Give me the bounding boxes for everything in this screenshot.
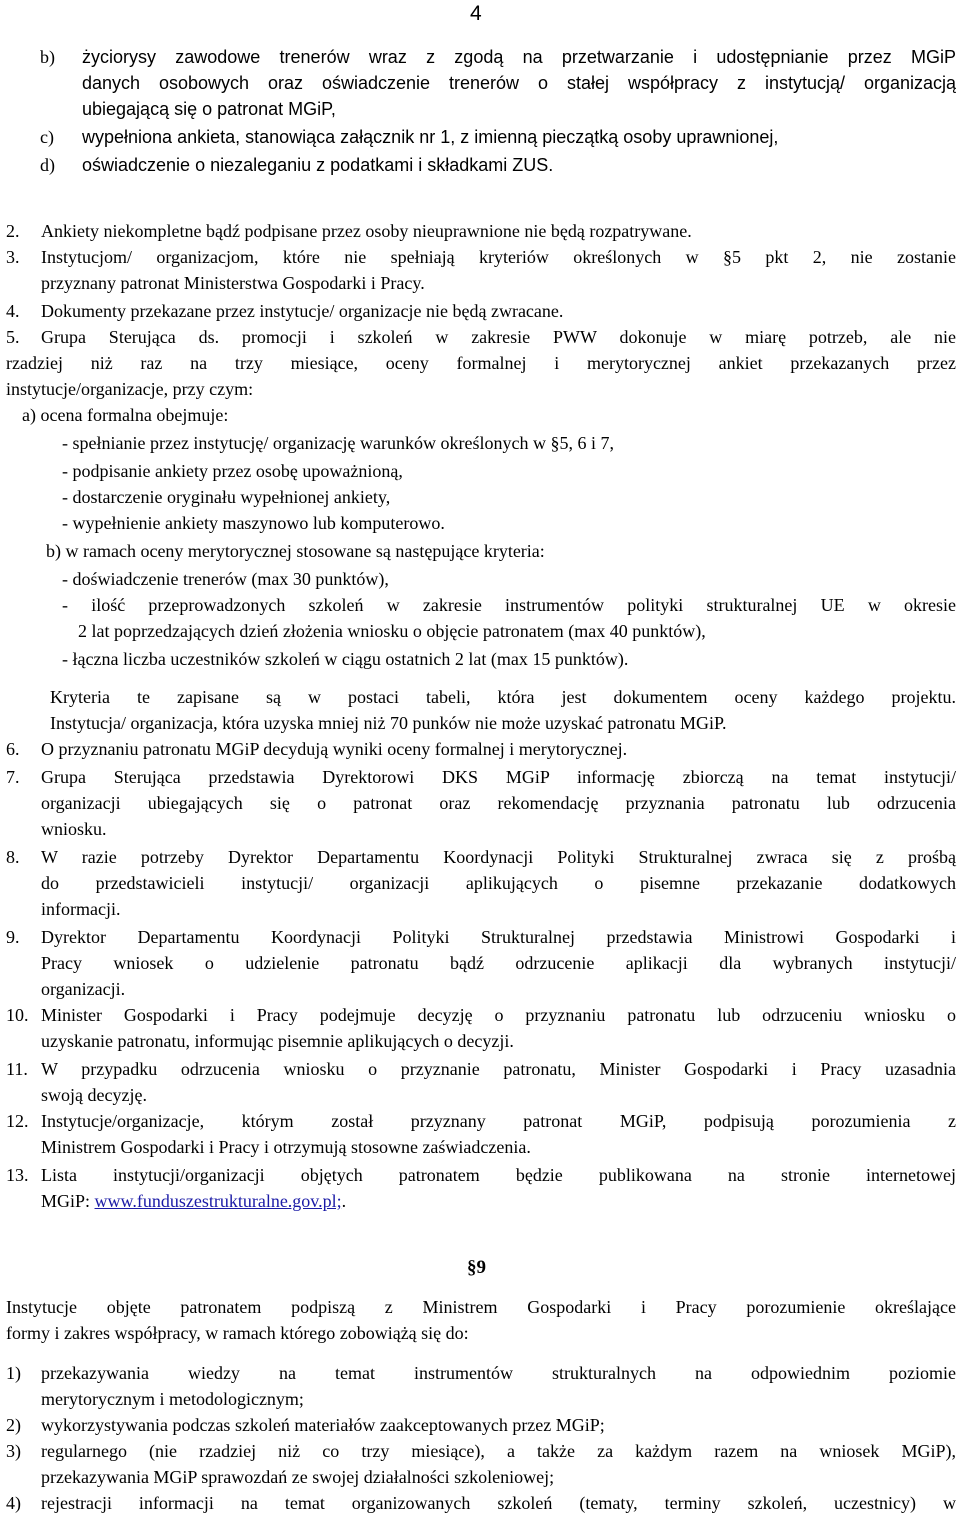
text-line: uzyskanie patronatu, informując pisemnie aplikujących o decyzji. — [41, 1031, 514, 1051]
item-number: 3) — [6, 1441, 21, 1461]
list-marker: d) — [40, 155, 55, 175]
list-item: - spełnianie przez instytucję/ organizację warunków określonych w §5, 6 i 7, — [62, 433, 614, 453]
subsection-title: a) ocena formalna obejmuje: — [22, 405, 229, 425]
point-number: 7. — [6, 767, 20, 787]
item-number: 1) — [6, 1363, 21, 1383]
text-line: W przypadku odrzucenia wniosku o przyznanie patronatu, Minister Gospodarki i Pracy uzasadnia — [41, 1059, 956, 1079]
text-line: Instytucjom/ organizacjom, które nie spełniają kryteriów określonych w §5 pkt 2, nie zostanie — [41, 247, 956, 267]
item-number: 4) — [6, 1493, 21, 1513]
text-line: przekazywania wiedzy na temat instrumentów strukturalnych na odpowiednim poziomie — [41, 1363, 956, 1383]
point-number: 4. — [6, 301, 20, 321]
text-line: Minister Gospodarki i Pracy podejmuje decyzję o przyznaniu patronatu lub odrzuceniu wniosku o — [41, 1005, 956, 1025]
text-line: Ankiety niekompletne bądź podpisane przez osoby nieuprawnione nie będą rozpatrywane. — [41, 221, 692, 241]
text-line: regularnego (nie rzadziej niż co trzy miesiące), a także za każdym razem na wniosek MGiP), — [41, 1441, 956, 1461]
list-marker: c) — [40, 127, 54, 147]
list-marker: b) — [40, 47, 55, 67]
point-number: 2. — [6, 221, 20, 241]
point-number: 11. — [6, 1059, 28, 1079]
text-line: wypełniona ankieta, stanowiąca załącznik nr 1, z imienną pieczątką osoby uprawnionej, — [82, 127, 779, 147]
point-number: 12. — [6, 1111, 29, 1131]
point-number: 9. — [6, 927, 20, 947]
text-line: rzadziej niż raz na trzy miesiące, oceny formalnej i merytorycznej ankiet przekazanych przez — [6, 353, 956, 373]
text-line: wniosku. — [41, 819, 107, 839]
text-line: merytorycznym i metodologicznym; — [41, 1389, 304, 1409]
text-line: danych osobowych oraz oświadczenie trenerów o stałej współpracy z instytucją/ organizacją — [82, 73, 956, 93]
text-line: Pracy wniosek o udzielenie patronatu bądź odrzucenie aplikacji dla wybranych instytucji/ — [41, 953, 956, 973]
text-line: życiorysy zawodowe trenerów wraz z zgodą na przetwarzanie i udostępnianie przez MGiP — [82, 47, 956, 67]
text-line: rejestracji informacji na temat organizowanych szkoleń (tematy, terminy szkoleń, uczestnicy) w — [41, 1493, 956, 1513]
list-item: - łączna liczba uczestników szkoleń w ciągu ostatnich 2 lat (max 15 punktów). — [62, 649, 629, 669]
text-line: Lista instytucji/organizacji objętych patronatem będzie publikowana na stronie internetowej — [41, 1165, 956, 1185]
text-line: W razie potrzeby Dyrektor Departamentu Koordynacji Polityki Strukturalnej zwraca się z prośbą — [41, 847, 956, 867]
text-line: Grupa Sterująca przedstawia Dyrektorowi DKS MGiP informację zbiorczą na temat instytucji/ — [41, 767, 956, 787]
point-number: 10. — [6, 1005, 29, 1025]
point-number: 3. — [6, 247, 20, 267]
point-number: 13. — [6, 1165, 29, 1185]
list-item: - wypełnienie ankiety maszynowo lub komputerowo. — [62, 513, 445, 533]
text-line: Kryteria te zapisane są w postaci tabeli, która jest dokumentem oceny każdego projektu. — [50, 687, 956, 707]
text-suffix: . — [341, 1191, 347, 1211]
text-line: organizacji. — [41, 979, 126, 999]
item-number: 2) — [6, 1415, 21, 1435]
list-item: - podpisanie ankiety przez osobę upoważnioną, — [62, 461, 403, 481]
text-line: O przyznaniu patronatu MGiP decydują wyniki oceny formalnej i merytorycznej. — [41, 739, 628, 759]
text-line: instytucje/organizacje, przy czym: — [6, 379, 254, 399]
text-line: Instytucje/organizacje, którym został przyznany patronat MGiP, podpisują porozumienia z — [41, 1111, 956, 1131]
text-line: do przedstawicieli instytucji/ organizacji aplikujących o pisemne przekazanie dodatkowych — [41, 873, 956, 893]
list-item: - ilość przeprowadzonych szkoleń w zakresie instrumentów polityki strukturalnej UE w okresie — [62, 595, 956, 615]
text-line: swoją decyzję. — [41, 1085, 147, 1105]
text-line: Ministrem Gospodarki i Pracy i otrzymują stosowne zaświadczenia. — [41, 1137, 531, 1157]
list-item: - dostarczenie oryginału wypełnionej ankiety, — [62, 487, 391, 507]
website-link[interactable]: www.funduszestrukturalne.gov.pl; — [94, 1191, 342, 1211]
point-number: 5. — [6, 327, 20, 347]
text-line: ubiegającą się o patronat MGiP, — [82, 99, 336, 119]
list-item: 2 lat poprzedzających dzień złożenia wniosku o objęcie patronatem (max 40 punktów), — [78, 621, 706, 641]
text-line: oświadczenie o niezaleganiu z podatkami i składkami ZUS. — [82, 155, 554, 175]
text-line — [41, 1188, 346, 1214]
page-number: 4 — [470, 2, 482, 25]
text-line: Instytucje objęte patronatem podpiszą z Ministrem Gospodarki i Pracy porozumienie określające — [6, 1297, 956, 1317]
text-line: przekazywania MGiP sprawozdań ze swojej działalności szkoleniowej; — [41, 1467, 555, 1487]
text-line: Instytucja/ organizacja, która uzyska mniej niż 70 punków nie może uzyskać patronatu MGiP. — [50, 713, 727, 733]
section-title: §9 — [467, 1257, 486, 1278]
text-line: wykorzystywania podczas szkoleń materiałów zaakceptowanych przez MGiP; — [41, 1415, 605, 1435]
text-line: Grupa Sterująca ds. promocji i szkoleń w zakresie PWW dokonuje w miarę potrzeb, ale nie — [41, 327, 956, 347]
point-number: 6. — [6, 739, 20, 759]
text-line: przyznany patronat Ministerstwa Gospodarki i Pracy. — [41, 273, 425, 293]
text-prefix: MGiP: — [41, 1191, 95, 1211]
text-line: Dyrektor Departamentu Koordynacji Polityki Strukturalnej przedstawia Ministrowi Gospodarki i — [41, 927, 956, 947]
text-line: formy i zakres współpracy, w ramach którego zobowiążą się do: — [6, 1323, 469, 1343]
text-line: informacji. — [41, 899, 121, 919]
text-line: Dokumenty przekazane przez instytucje/ organizacje nie będą zwracane. — [41, 301, 564, 321]
text-line: organizacji ubiegających się o patronat oraz rekomendację przyznania patronatu lub odrzucenia — [41, 793, 956, 813]
list-item: - doświadczenie trenerów (max 30 punktów), — [62, 569, 389, 589]
point-number: 8. — [6, 847, 20, 867]
subsection-title: b) w ramach oceny merytorycznej stosowane są następujące kryteria: — [46, 541, 545, 561]
